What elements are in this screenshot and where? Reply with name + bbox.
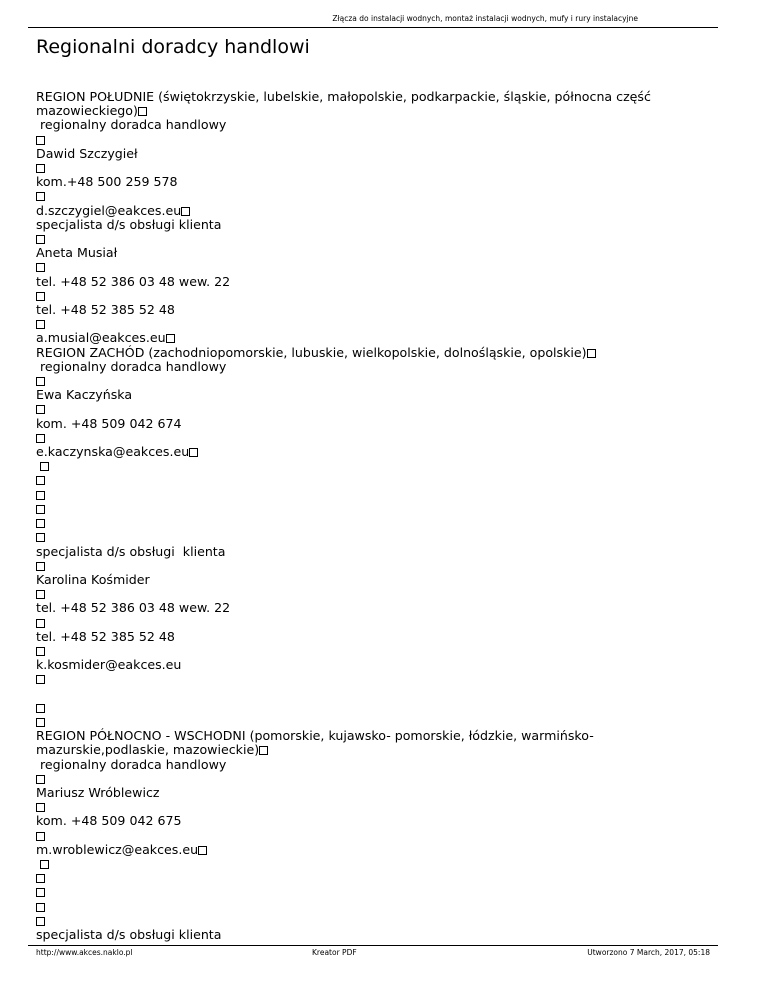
missing-glyph-box-icon [36,533,45,542]
text-line [36,303,716,317]
text-line [36,715,716,729]
text-line [36,786,716,800]
text-line [36,289,716,303]
footer-created-date: Utworzono 7 March, 2017, 05:18 [587,948,710,957]
text-line [36,275,716,289]
missing-glyph-box-icon [36,903,45,912]
missing-glyph-box-icon [36,619,45,628]
text-line [36,346,716,360]
text-line [36,758,716,772]
text-line [36,260,716,274]
missing-glyph-box-icon [36,476,45,485]
text-line [36,914,716,928]
line-text: tel. +48 52 385 52 48 [36,628,175,644]
missing-glyph-box-icon [198,846,207,855]
missing-glyph-box-icon [36,235,45,244]
line-text: specjalista d/s obsługi klienta [36,926,222,942]
text-line [36,445,716,459]
missing-glyph-box-icon [36,519,45,528]
missing-glyph-box-icon [259,746,268,755]
footer-divider [28,945,718,946]
line-text: specjalista d/s obsługi klienta [36,543,226,559]
line-text: regionalny doradca handlowy [36,358,227,374]
text-line [36,502,716,516]
missing-glyph-box-icon [36,263,45,272]
missing-glyph-box-icon [36,292,45,301]
text-line [36,431,716,445]
page-header: Złącza do instalacji wodnych, montaż instalacji wodnych, mufy i rury instalacyjne [332,14,638,23]
text-line [36,516,716,530]
text-line [36,388,716,402]
text-line [36,573,716,587]
text-line [36,829,716,843]
missing-glyph-box-icon [36,562,45,571]
text-line [36,630,716,644]
missing-glyph-box-icon [36,164,45,173]
missing-glyph-box-icon [36,675,45,684]
text-line [36,687,716,701]
text-line [36,473,716,487]
line-text: m.wroblewicz@eakces.eu [36,841,199,857]
text-line [36,317,716,331]
text-line [36,175,716,189]
line-text: tel. +48 52 385 52 48 [36,302,175,318]
line-text: Aneta Musiał [36,245,118,261]
text-line [36,331,716,345]
missing-glyph-box-icon [36,775,45,784]
missing-glyph-box-icon [36,718,45,727]
text-line [36,559,716,573]
text-line [36,204,716,218]
missing-glyph-box-icon [36,590,45,599]
text-line [36,729,716,743]
line-text: mazowieckiego) [36,103,138,119]
missing-glyph-box-icon [36,491,45,500]
missing-glyph-box-icon [36,434,45,443]
line-text: e.kaczynska@eakces.eu [36,444,190,460]
line-text: kom.+48 500 259 578 [36,174,178,190]
text-line [36,246,716,260]
text-line [36,743,716,757]
text-line [36,90,716,104]
missing-glyph-box-icon [36,647,45,656]
line-text: tel. +48 52 386 03 48 wew. 22 [36,600,231,616]
text-line [36,232,716,246]
missing-glyph-box-icon [36,377,45,386]
text-line [36,587,716,601]
line-text: Dawid Szczygieł [36,145,138,161]
text-line [36,133,716,147]
missing-glyph-box-icon [40,860,49,869]
text-line [36,545,716,559]
footer-url[interactable]: http://www.akces.naklo.pl [36,948,133,957]
missing-glyph-box-icon [36,917,45,926]
missing-glyph-box-icon [36,136,45,145]
line-text: kom. +48 509 042 674 [36,415,182,431]
line-text: kom. +48 509 042 675 [36,813,182,829]
footer-generator: Kreator PDF [312,948,357,957]
line-text: d.szczygiel@eakces.eu [36,202,182,218]
contact-list [36,90,716,942]
text-line [36,900,716,914]
line-text: REGION POŁUDNIE (świętokrzyskie, lubelskie, małopolskie, podkarpackie, śląskie, północna część [36,89,651,104]
text-line [36,402,716,416]
text-line [36,104,716,118]
page-title: Regionalni doradcy handlowi [36,36,310,58]
text-line [36,218,716,232]
text-line [36,161,716,175]
missing-glyph-box-icon [166,334,175,343]
missing-glyph-box-icon [36,405,45,414]
line-text: REGION ZACHÓD (zachodniopomorskie, lubuskie, wielkopolskie, dolnośląskie, opolskie) [36,344,587,360]
missing-glyph-box-icon [36,320,45,329]
missing-glyph-box-icon [138,107,147,116]
text-line [36,360,716,374]
text-line [36,616,716,630]
text-line [36,701,716,715]
missing-glyph-box-icon [36,874,45,883]
missing-glyph-box-icon [189,448,198,457]
missing-glyph-box-icon [36,888,45,897]
text-line [36,885,716,899]
text-line [36,928,716,942]
text-line [36,772,716,786]
text-line [36,374,716,388]
missing-glyph-box-icon [36,832,45,841]
missing-glyph-box-icon [587,349,596,358]
missing-glyph-box-icon [36,704,45,713]
text-line [36,459,716,473]
missing-glyph-box-icon [181,207,190,216]
missing-glyph-box-icon [36,192,45,201]
missing-glyph-box-icon [36,505,45,514]
text-line [36,488,716,502]
text-line [36,644,716,658]
text-line [36,147,716,161]
line-text: specjalista d/s obsługi klienta [36,216,222,232]
text-line [36,843,716,857]
line-text: k.kosmider@eakces.eu [36,657,182,673]
text-line [36,417,716,431]
missing-glyph-box-icon [40,462,49,471]
text-line [36,189,716,203]
line-text: Ewa Kaczyńska [36,387,133,403]
text-line [36,871,716,885]
text-line [36,118,716,132]
text-line [36,658,716,672]
missing-glyph-box-icon [36,803,45,812]
text-line [36,672,716,686]
text-line [36,857,716,871]
line-text: tel. +48 52 386 03 48 wew. 22 [36,273,231,289]
line-text: Mariusz Wróblewicz [36,784,160,800]
line-text: a.musial@eakces.eu [36,330,166,346]
line-text: Karolina Kośmider [36,571,150,587]
line-text: mazurskie,podlaskie, mazowieckie) [36,742,260,758]
text-line [36,814,716,828]
line-text: REGION PÓŁNOCNO - WSCHODNI (pomorskie, kujawsko- pomorskie, łódzkie, warmińsko- [36,728,594,744]
line-text: regionalny doradca handlowy [36,117,227,133]
text-line [36,530,716,544]
line-text: regionalny doradca handlowy [36,756,227,772]
header-divider [28,27,718,28]
text-line [36,800,716,814]
text-line [36,601,716,615]
